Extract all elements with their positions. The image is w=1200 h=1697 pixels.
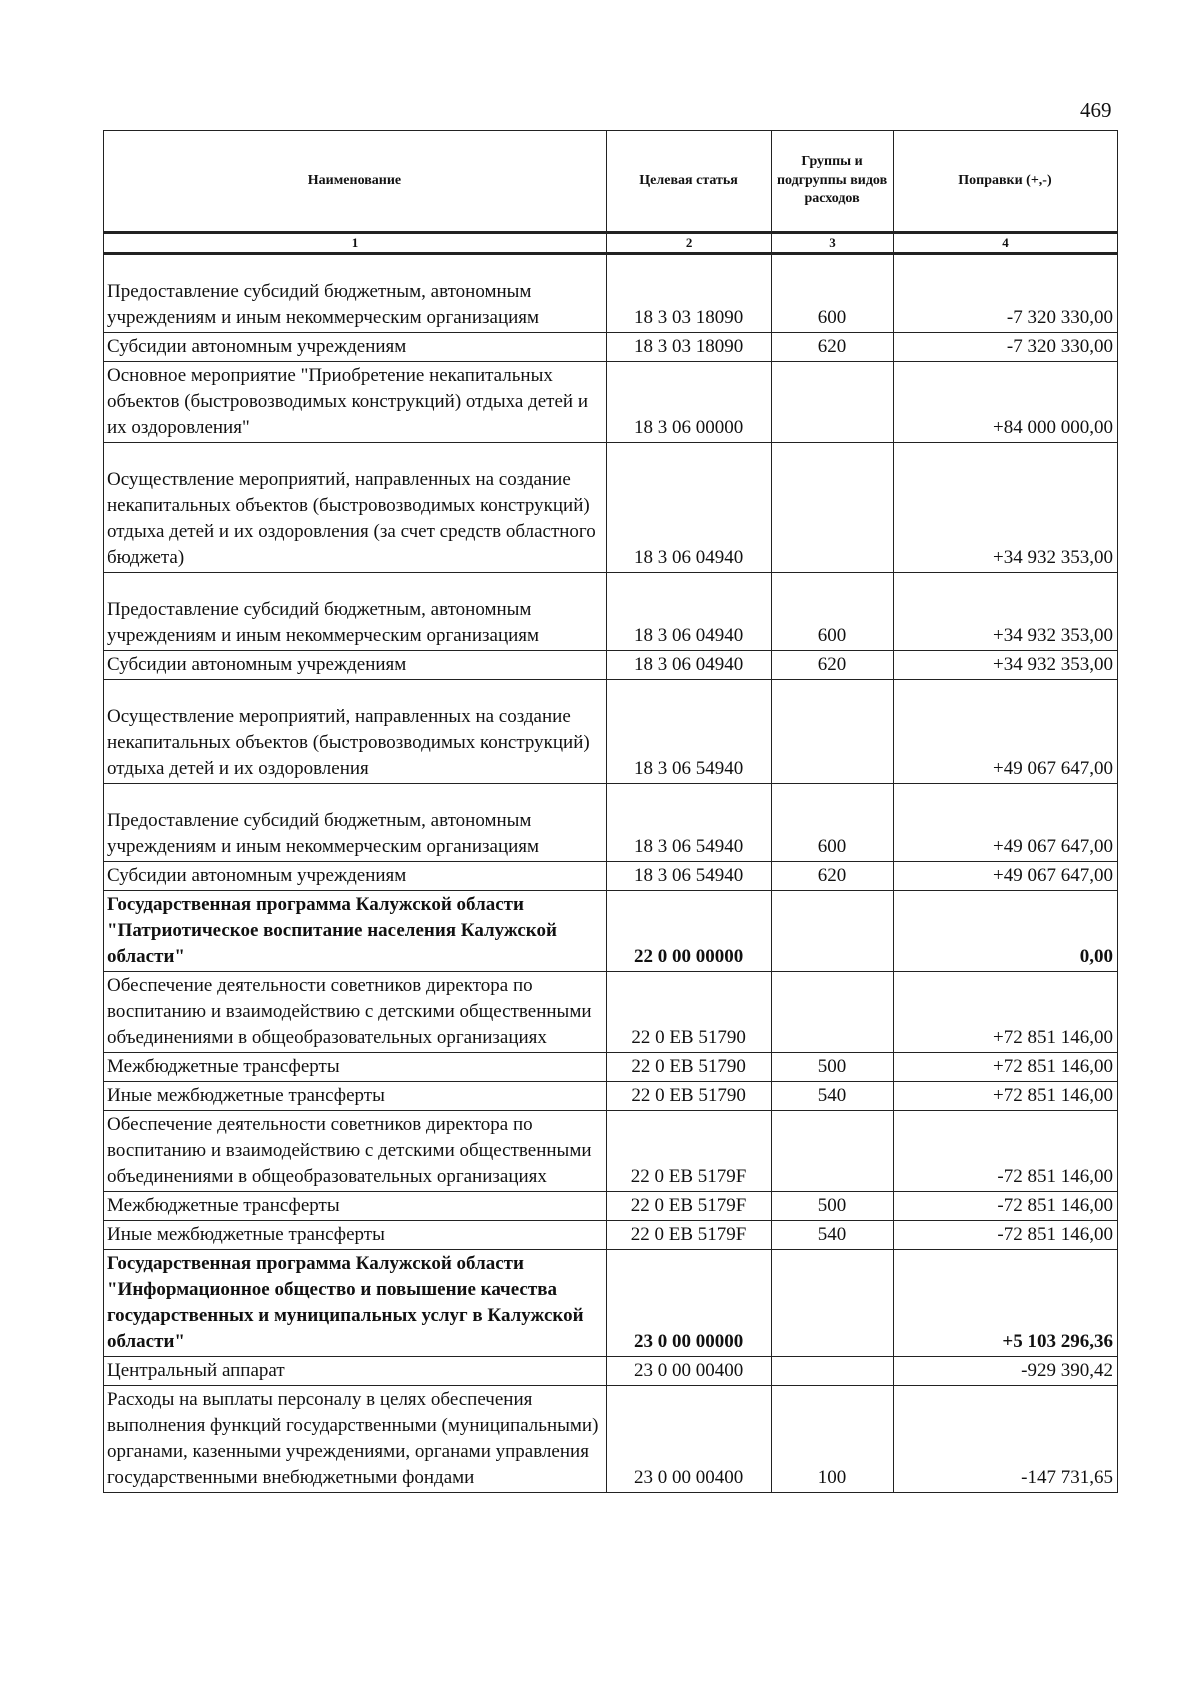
name-cell: Государственная программа Калужской области "Информационное общество и повышение качества государственных и муниципальных услуг в Калужской области"	[104, 1250, 607, 1357]
expense-group-cell	[772, 680, 894, 784]
target-article-cell: 18 3 06 54940	[606, 680, 771, 784]
amendment-cell: +34 932 353,00	[893, 651, 1117, 680]
expense-group-cell: 620	[772, 862, 894, 891]
table-row	[104, 680, 1118, 784]
amendment-cell: +49 067 647,00	[893, 862, 1117, 891]
target-article-cell: 22 0 EB 5179F	[606, 1111, 771, 1192]
table-body	[104, 254, 1118, 1493]
header-expense-groups: Группы и подгруппы видов расходов	[772, 131, 894, 233]
target-article-cell: 18 3 06 54940	[606, 784, 771, 862]
target-article-cell: 22 0 EB 51790	[606, 1053, 771, 1082]
target-article-cell: 18 3 06 04940	[606, 443, 771, 573]
table-row	[104, 333, 1118, 362]
expense-group-cell: 620	[772, 333, 894, 362]
table-row	[104, 1250, 1118, 1357]
name-cell: Субсидии автономным учреждениям	[104, 651, 607, 680]
expense-group-cell	[772, 443, 894, 573]
budget-table	[103, 130, 1118, 1493]
name-cell: Основное мероприятие "Приобретение некапитальных объектов (быстровозводимых конструкций) отдыха детей и их оздоровления"	[104, 362, 607, 443]
name-cell: Иные межбюджетные трансферты	[104, 1082, 607, 1111]
table-row	[104, 891, 1118, 972]
expense-group-cell: 600	[772, 254, 894, 333]
target-article-cell: 18 3 03 18090	[606, 254, 771, 333]
expense-group-cell	[772, 1250, 894, 1357]
amendment-cell: -72 851 146,00	[893, 1192, 1117, 1221]
header-name: Наименование	[104, 131, 607, 233]
name-cell: Субсидии автономным учреждениям	[104, 333, 607, 362]
target-article-cell: 18 3 06 04940	[606, 651, 771, 680]
table-row	[104, 862, 1118, 891]
expense-group-cell: 500	[772, 1192, 894, 1221]
target-article-cell: 18 3 06 54940	[606, 862, 771, 891]
column-number: 3	[772, 233, 894, 254]
amendment-cell: -7 320 330,00	[893, 254, 1117, 333]
name-cell: Межбюджетные трансферты	[104, 1192, 607, 1221]
header-target-article: Целевая статья	[606, 131, 771, 233]
name-cell: Центральный аппарат	[104, 1357, 607, 1386]
header-amendments: Поправки (+,-)	[893, 131, 1117, 233]
target-article-cell: 22 0 EB 51790	[606, 1082, 771, 1111]
expense-group-cell	[772, 1357, 894, 1386]
amendment-cell: +72 851 146,00	[893, 972, 1117, 1053]
table-row	[104, 1111, 1118, 1192]
amendment-cell: 0,00	[893, 891, 1117, 972]
target-article-cell: 23 0 00 00000	[606, 1250, 771, 1357]
column-number: 1	[104, 233, 607, 254]
target-article-cell: 18 3 06 00000	[606, 362, 771, 443]
table-row	[104, 362, 1118, 443]
amendment-cell: +49 067 647,00	[893, 680, 1117, 784]
expense-group-cell	[772, 972, 894, 1053]
name-cell: Предоставление субсидий бюджетным, автономным учреждениям и иным некоммерческим организациям	[104, 573, 607, 651]
budget-table-container	[103, 130, 1118, 1493]
expense-group-cell: 600	[772, 784, 894, 862]
target-article-cell: 22 0 00 00000	[606, 891, 771, 972]
table-row	[104, 1221, 1118, 1250]
table-row	[104, 1357, 1118, 1386]
table-row	[104, 443, 1118, 573]
name-cell: Предоставление субсидий бюджетным, автономным учреждениям и иным некоммерческим организациям	[104, 784, 607, 862]
column-number: 4	[893, 233, 1117, 254]
column-number: 2	[606, 233, 771, 254]
name-cell: Предоставление субсидий бюджетным, автономным учреждениям и иным некоммерческим организациям	[104, 254, 607, 333]
name-cell: Осуществление мероприятий, направленных на создание некапитальных объектов (быстровозводимых конструкций) отдыха детей и их оздоровления	[104, 680, 607, 784]
table-row	[104, 651, 1118, 680]
table-row	[104, 1053, 1118, 1082]
amendment-cell: +5 103 296,36	[893, 1250, 1117, 1357]
expense-group-cell	[772, 1111, 894, 1192]
name-cell: Межбюджетные трансферты	[104, 1053, 607, 1082]
table-row	[104, 254, 1118, 333]
expense-group-cell: 600	[772, 573, 894, 651]
expense-group-cell: 500	[772, 1053, 894, 1082]
amendment-cell: +34 932 353,00	[893, 443, 1117, 573]
amendment-cell: +34 932 353,00	[893, 573, 1117, 651]
amendment-cell: -72 851 146,00	[893, 1221, 1117, 1250]
target-article-cell: 22 0 EB 5179F	[606, 1192, 771, 1221]
table-row	[104, 1386, 1118, 1493]
amendment-cell: -929 390,42	[893, 1357, 1117, 1386]
amendment-cell: +84 000 000,00	[893, 362, 1117, 443]
name-cell: Иные межбюджетные трансферты	[104, 1221, 607, 1250]
table-row	[104, 1082, 1118, 1111]
name-cell: Обеспечение деятельности советников директора по воспитанию и взаимодействию с детскими общественными объединениями в общеобразовательных организациях	[104, 1111, 607, 1192]
amendment-cell: +49 067 647,00	[893, 784, 1117, 862]
expense-group-cell: 620	[772, 651, 894, 680]
target-article-cell: 22 0 EB 5179F	[606, 1221, 771, 1250]
target-article-cell: 22 0 EB 51790	[606, 972, 771, 1053]
table-header-row	[104, 131, 1118, 233]
name-cell: Расходы на выплаты персоналу в целях обеспечения выполнения функций государственными (муниципальными) органами, казенными учреждениями, органами управления государственными внебюджетными фондами	[104, 1386, 607, 1493]
amendment-cell: +72 851 146,00	[893, 1053, 1117, 1082]
expense-group-cell: 540	[772, 1221, 894, 1250]
name-cell: Субсидии автономным учреждениям	[104, 862, 607, 891]
column-number-row	[104, 233, 1118, 254]
page-number: 469	[1080, 98, 1112, 122]
amendment-cell: -72 851 146,00	[893, 1111, 1117, 1192]
name-cell: Государственная программа Калужской области "Патриотическое воспитание населения Калужской области"	[104, 891, 607, 972]
expense-group-cell: 100	[772, 1386, 894, 1493]
expense-group-cell: 540	[772, 1082, 894, 1111]
expense-group-cell	[772, 891, 894, 972]
target-article-cell: 23 0 00 00400	[606, 1386, 771, 1493]
amendment-cell: +72 851 146,00	[893, 1082, 1117, 1111]
target-article-cell: 18 3 03 18090	[606, 333, 771, 362]
amendment-cell: -7 320 330,00	[893, 333, 1117, 362]
table-row	[104, 1192, 1118, 1221]
table-row	[104, 972, 1118, 1053]
name-cell: Обеспечение деятельности советников директора по воспитанию и взаимодействию с детскими общественными объединениями в общеобразовательных организациях	[104, 972, 607, 1053]
amendment-cell: -147 731,65	[893, 1386, 1117, 1493]
table-row	[104, 784, 1118, 862]
name-cell: Осуществление мероприятий, направленных на создание некапитальных объектов (быстровозводимых конструкций) отдыха детей и их оздоровления (за счет средств областного бюджета)	[104, 443, 607, 573]
target-article-cell: 18 3 06 04940	[606, 573, 771, 651]
table-row	[104, 573, 1118, 651]
expense-group-cell	[772, 362, 894, 443]
target-article-cell: 23 0 00 00400	[606, 1357, 771, 1386]
